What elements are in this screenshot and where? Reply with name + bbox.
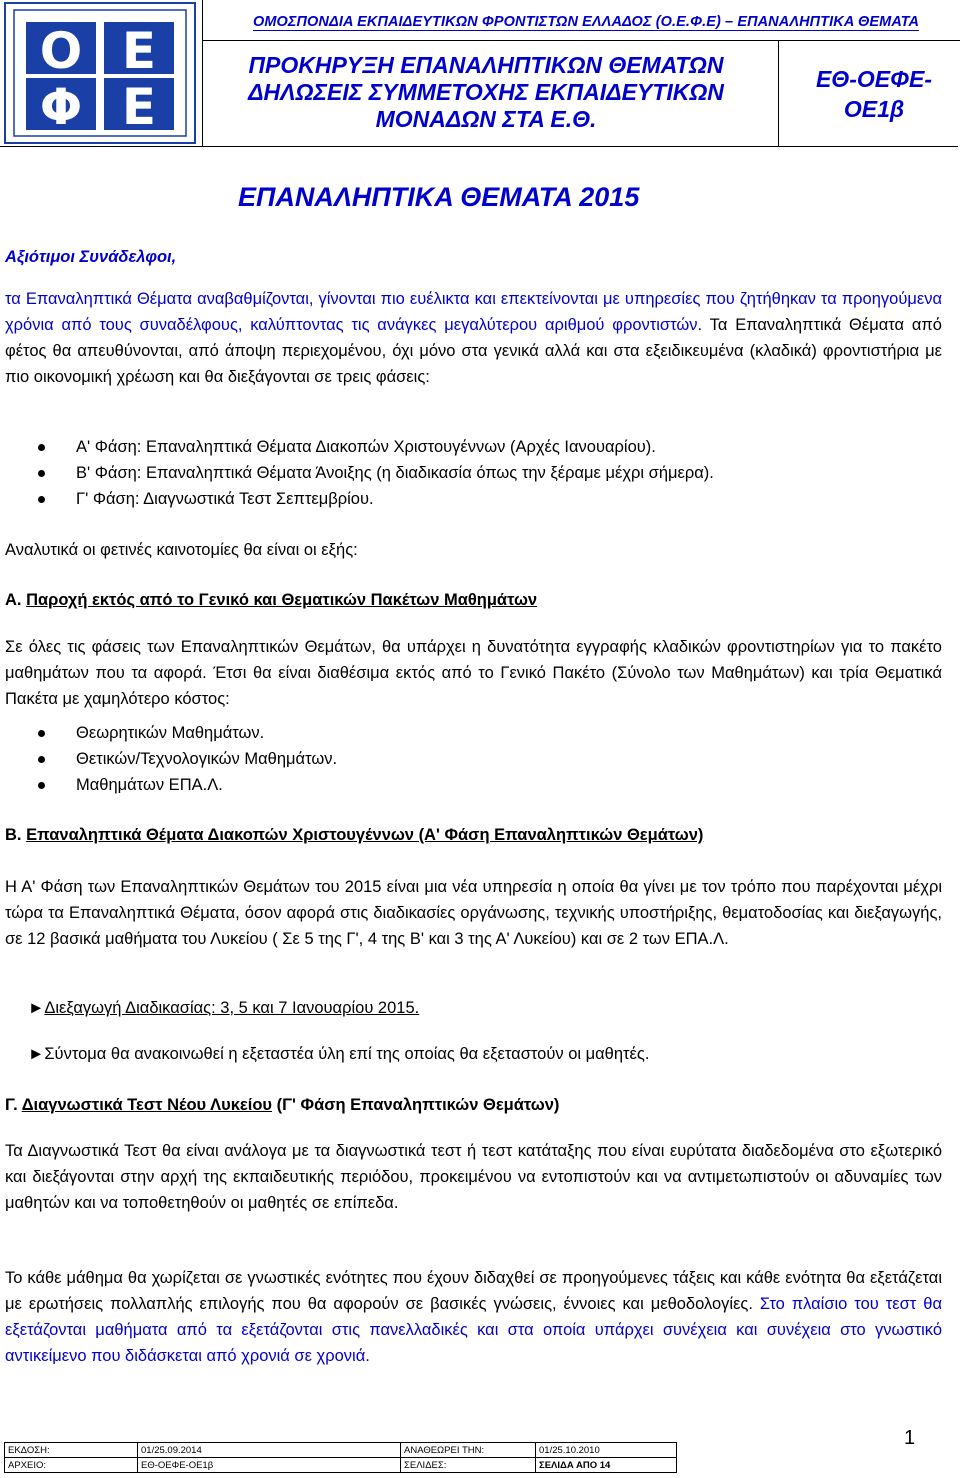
page-number: 1 (904, 1427, 916, 1449)
intro-text: Τα Επαναληπτικά Θέματα από φέτος θα απευθύνονται, από άποψη περιεχομένου, όχι μόνο στα γενικά αλλά και στα εξειδικευμένα (κλαδικά) φροντιστήρια με πιο οικονομική χρέωση και θα διεξάγονται σε τρεις φάσεις: (5, 316, 942, 386)
footer-table (4, 1442, 677, 1473)
logo-letter-3: Φ (39, 78, 83, 136)
arrow-right-icon: ► (28, 999, 45, 1017)
table-cell: ΣΕΛΙΔΕΣ: (401, 1458, 536, 1473)
section-c-highlight: Στο πλαίσιο του τεστ θα εξετάζονται μαθήματα από τα εξετάζονται στις πανελλαδικές και στα οποία υπάρχει συνέχεια και συνέχεια στο γνωστικό αντικείμενο που διδάσκεται από χρονιά σε χρονιά. (5, 1295, 942, 1365)
arrow-item: ►Σύντομα θα ανακοινωθεί η εξεταστέα ύλη επί της οποίας θα εξεταστούν οι μαθητές. (28, 1045, 650, 1063)
section-a-text: Σε όλες τις φάσεις των Επαναληπτικών Θεμάτων, θα υπάρχει η δυνατότητα εγγραφής κλαδικών φροντιστηρίων για το πακέτο μαθημάτων που τα αφορά. Έτσι θα είναι διαθέσιμα εκτός από το Γενικό Πακέτο (Σύνολο των Μαθημάτων) και τρία Θεματικά Πακέτα με χαμηλότερο κόστος: (5, 638, 942, 708)
table-cell: ΑΡΧΕΙΟ: (5, 1458, 138, 1473)
section-b-text: Η Α' Φάση των Επαναληπτικών Θεμάτων του 2015 είναι μια νέα υπηρεσία η οποία θα γίνει με τον τρόπο που παρέχονται μέχρι τώρα τα Επαναληπτικά Θέματα, όσον αφορά στις διαδικασίες οργάνωσης, τεχνικής υποστήριξης, θεματοδοσίας και διεξαγωγής, σε 12 βασικά μαθήματα του Λυκείου ( Σε 5 της Γ', 4 της Β' και 3 της Α' Λυκείου) και σε 2 των ΕΠΑ.Λ. (5, 878, 942, 948)
list-item: Β' Φάση: Επαναληπτικά Θέματα Άνοιξης (η διαδικασία όπως την ξέραμε μέχρι σήμερα). (38, 460, 714, 486)
header-title-line: ΠΡΟΚΗΡΥΞΗ ΕΠΑΝΑΛΗΠΤΙΚΩΝ ΘΕΜΑΤΩΝ (248, 52, 724, 78)
table-cell: ΕΚΔΟΣΗ: (5, 1443, 138, 1458)
bullet-icon (38, 496, 45, 503)
section-a-title: Παροχή εκτός από το Γενικό και Θεματικών Πακέτων Μαθημάτων (26, 591, 538, 609)
packages-list (38, 720, 337, 798)
table-row (5, 1458, 677, 1473)
header-title (202, 52, 770, 133)
phases-list (38, 434, 714, 512)
greeting: Αξιότιμοι Συνάδελφοι, (5, 248, 177, 266)
list-item: Γ' Φάση: Διαγνωστικά Τεστ Σεπτεμβρίου. (38, 486, 714, 512)
header-title-line: ΜΟΝΑΔΩΝ ΣΤΑ Ε.Θ. (375, 106, 597, 132)
table-cell: ΕΘ-ΟΕΦΕ-ΟΕ1β (138, 1458, 401, 1473)
bullet-icon (38, 756, 45, 763)
logo-letter-2: Ε (121, 22, 157, 80)
logo-letter-4: Ε (121, 78, 157, 136)
intro-paragraph (5, 286, 942, 390)
arrow-right-icon: ► (28, 1045, 45, 1063)
bullet-icon (38, 470, 45, 477)
document-code (790, 64, 958, 124)
bullet-icon (38, 730, 45, 737)
table-cell: ΣΕΛΙΔΑ ΑΠΟ 14 (536, 1458, 677, 1473)
section-c-text: Τα Διαγνωστικά Τεστ θα είναι ανάλογα με τα διαγνωστικά τεστ ή τεστ κατάταξης που είναι ευρύτατα διαδεδομένα στο εξωτερικό και διεξάγονται στην αρχή της εκπαιδευτικής περιόδου, προκειμένου να εντοπιστούν και να αντιμετωπιστούν οι αδυναμίες των μαθητών και να τοποθετηθούν οι μαθητές σε επίπεδα. (5, 1142, 942, 1212)
table-cell: 01/25.10.2010 (536, 1443, 677, 1458)
list-item: Θεωρητικών Μαθημάτων. (38, 720, 337, 746)
section-b-heading: Β. Επαναληπτικά Θέματα Διακοπών Χριστουγέννων (Α' Φάση Επαναληπτικών Θεμάτων) (5, 826, 704, 844)
main-title: ΕΠΑΝΑΛΗΠΤΙΚΑ ΘΕΜΑΤΑ 2015 (238, 182, 640, 212)
list-item: Α' Φάση: Επαναληπτικά Θέματα Διακοπών Χριστουγέννων (Αρχές Ιανουαρίου). (38, 434, 714, 460)
oefe-logo (4, 2, 196, 144)
section-c-text-2: Το κάθε μάθημα θα χωρίζεται σε γνωστικές ενότητες που έχουν διδαχθεί σε προηγούμενες τάξεις και κάθε ενότητα θα εξετάζεται με ερωτήσεις πολλαπλής επιλογής που θα αφορούν σε βασικές γνώσεις, έννοιες και μεθοδολογίες. Στο πλαίσιο του τεστ θα εξετάζονται μαθήματα από τα εξετάζονται στις πανελλαδικές και στα οποία υπάρχει συνέχεια και συνέχεια στο γνωστικό αντικείμενο που διδάσκεται από χρονιά σε χρονιά. (5, 1269, 942, 1365)
innovations-intro: Αναλυτικά οι φετινές καινοτομίες θα είναι οι εξής: (5, 541, 358, 559)
list-item: Θετικών/Τεχνολογικών Μαθημάτων. (38, 746, 337, 772)
section-a-heading: Α. Παροχή εκτός από το Γενικό και Θεματικών Πακέτων Μαθημάτων (5, 591, 538, 609)
document-code-line: ΟΕ1β (843, 96, 905, 122)
table-row (5, 1443, 677, 1458)
list-item: Μαθημάτων ΕΠΑ.Λ. (38, 772, 337, 798)
arrow-item: ►Διεξαγωγή Διαδικασίας: 3, 5 και 7 Ιανουαρίου 2015. (28, 999, 420, 1017)
document-header (0, 0, 960, 146)
logo-letter-1: Ο (39, 22, 83, 80)
bullet-icon (38, 782, 45, 789)
header-bottom-rule (0, 146, 958, 147)
header-banner: ΟΜΟΣΠΟΝΔΙΑ ΕΚΠΑΙΔΕΥΤΙΚΩΝ ΦΡΟΝΤΙΣΤΩΝ ΕΛΛΑΔΟΣ (Ο.Ε.Φ.Ε) – ΕΠΑΝΑΛΗΠΤΙΚΑ ΘΕΜΑΤΑ (252, 14, 920, 30)
header-title-line: ΔΗΛΩΣΕΙΣ ΣΥΜΜΕΤΟΧΗΣ ΕΚΠΑΙΔΕΥΤΙΚΩΝ (248, 79, 724, 105)
document-code-line: ΕΘ-ΟΕΦΕ- (815, 66, 933, 92)
section-c-title: Διαγνωστικά Τεστ Νέου Λυκείου (21, 1096, 273, 1114)
section-c-heading: Γ. Διαγνωστικά Τεστ Νέου Λυκείου (Γ' Φάση Επαναληπτικών Θεμάτων) (5, 1096, 560, 1114)
bullet-icon (38, 444, 45, 451)
intro-highlight: τα Επαναληπτικά Θέματα αναβαθμίζονται, γίνονται πιο ευέλικτα και επεκτείνονται με υπηρεσίες που ζητήθηκαν τα προηγούμενα χρόνια από τους συναδέλφους, καλύπτοντας τις ανάγκες μεγαλύτερου αριθμού φροντιστών. (5, 290, 942, 334)
table-cell: 01/25.09.2014 (138, 1443, 401, 1458)
header-divider (202, 40, 960, 41)
header-divider (778, 40, 779, 146)
table-cell: ΑΝΑΘΕΩΡΕΙ ΤΗΝ: (401, 1443, 536, 1458)
section-b-title: Επαναληπτικά Θέματα Διακοπών Χριστουγέννων (Α' Φάση Επαναληπτικών Θεμάτων) (26, 826, 704, 844)
